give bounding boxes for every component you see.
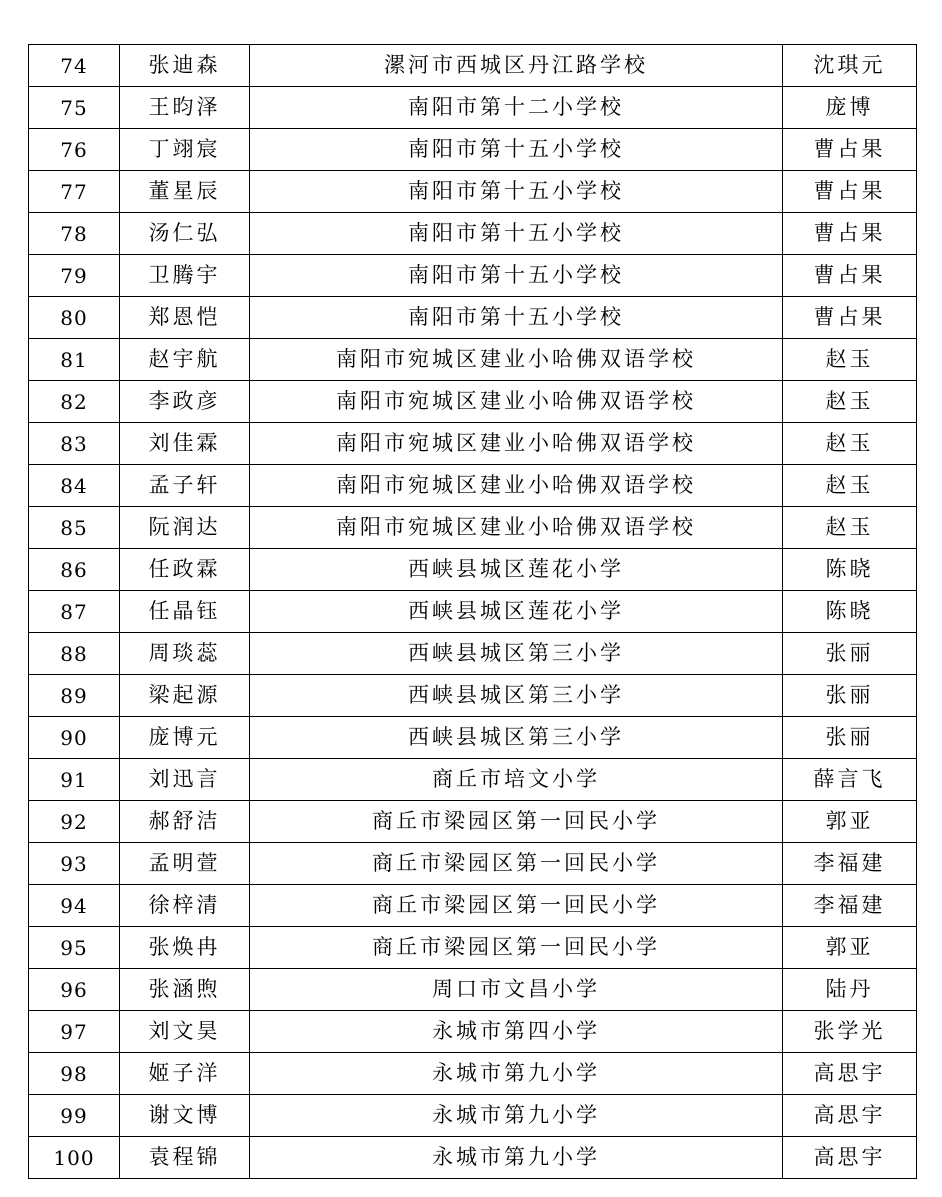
cell-student-name: 任晶钰 (120, 591, 250, 633)
cell-teacher: 曹占果 (783, 129, 917, 171)
cell-number: 74 (29, 45, 120, 87)
cell-teacher: 高思宇 (783, 1095, 917, 1137)
cell-number: 90 (29, 717, 120, 759)
cell-number: 100 (29, 1137, 120, 1179)
table-row (29, 45, 917, 87)
cell-student-name: 周琰蕊 (120, 633, 250, 675)
table-row (29, 885, 917, 927)
cell-student-name: 王昀泽 (120, 87, 250, 129)
cell-school: 西峡县城区莲花小学 (250, 549, 783, 591)
cell-school: 南阳市第十五小学校 (250, 129, 783, 171)
cell-number: 84 (29, 465, 120, 507)
cell-school: 南阳市第十五小学校 (250, 213, 783, 255)
cell-teacher: 张丽 (783, 675, 917, 717)
cell-number: 83 (29, 423, 120, 465)
table-row (29, 969, 917, 1011)
cell-student-name: 刘文昊 (120, 1011, 250, 1053)
table-row (29, 297, 917, 339)
cell-student-name: 刘迅言 (120, 759, 250, 801)
cell-number: 89 (29, 675, 120, 717)
cell-school: 商丘市梁园区第一回民小学 (250, 801, 783, 843)
table-row (29, 423, 917, 465)
cell-school: 西峡县城区莲花小学 (250, 591, 783, 633)
table-row (29, 591, 917, 633)
cell-school: 周口市文昌小学 (250, 969, 783, 1011)
award-table (28, 44, 917, 1179)
cell-school: 南阳市第十五小学校 (250, 171, 783, 213)
cell-teacher: 赵玉 (783, 339, 917, 381)
cell-number: 94 (29, 885, 120, 927)
cell-student-name: 郝舒洁 (120, 801, 250, 843)
cell-school: 永城市第四小学 (250, 1011, 783, 1053)
cell-number: 80 (29, 297, 120, 339)
cell-teacher: 曹占果 (783, 213, 917, 255)
table-row (29, 381, 917, 423)
table-body (29, 45, 917, 1179)
cell-school: 商丘市梁园区第一回民小学 (250, 843, 783, 885)
cell-teacher: 赵玉 (783, 465, 917, 507)
cell-number: 87 (29, 591, 120, 633)
cell-teacher: 赵玉 (783, 423, 917, 465)
cell-number: 97 (29, 1011, 120, 1053)
cell-student-name: 张涵煦 (120, 969, 250, 1011)
cell-student-name: 姬子洋 (120, 1053, 250, 1095)
cell-teacher: 张丽 (783, 633, 917, 675)
table-row (29, 213, 917, 255)
cell-teacher: 李福建 (783, 885, 917, 927)
cell-number: 92 (29, 801, 120, 843)
table-row (29, 339, 917, 381)
cell-student-name: 阮润达 (120, 507, 250, 549)
cell-school: 南阳市宛城区建业小哈佛双语学校 (250, 465, 783, 507)
cell-school: 漯河市西城区丹江路学校 (250, 45, 783, 87)
cell-number: 81 (29, 339, 120, 381)
cell-teacher: 郭亚 (783, 801, 917, 843)
table-row (29, 633, 917, 675)
cell-teacher: 沈琪元 (783, 45, 917, 87)
table-row (29, 1137, 917, 1179)
cell-number: 98 (29, 1053, 120, 1095)
cell-number: 85 (29, 507, 120, 549)
cell-teacher: 陈晓 (783, 549, 917, 591)
cell-teacher: 张学光 (783, 1011, 917, 1053)
cell-teacher: 高思宇 (783, 1053, 917, 1095)
table-row (29, 759, 917, 801)
table-row (29, 507, 917, 549)
cell-teacher: 李福建 (783, 843, 917, 885)
cell-number: 96 (29, 969, 120, 1011)
cell-teacher: 曹占果 (783, 171, 917, 213)
table-row (29, 675, 917, 717)
cell-number: 76 (29, 129, 120, 171)
cell-student-name: 谢文博 (120, 1095, 250, 1137)
cell-school: 南阳市宛城区建业小哈佛双语学校 (250, 339, 783, 381)
cell-student-name: 孟明萱 (120, 843, 250, 885)
cell-student-name: 郑恩恺 (120, 297, 250, 339)
cell-student-name: 张焕冉 (120, 927, 250, 969)
cell-school: 永城市第九小学 (250, 1137, 783, 1179)
cell-number: 93 (29, 843, 120, 885)
cell-school: 商丘市梁园区第一回民小学 (250, 927, 783, 969)
cell-student-name: 李政彦 (120, 381, 250, 423)
cell-number: 79 (29, 255, 120, 297)
cell-school: 永城市第九小学 (250, 1053, 783, 1095)
table-row (29, 927, 917, 969)
cell-student-name: 徐梓清 (120, 885, 250, 927)
cell-number: 99 (29, 1095, 120, 1137)
cell-student-name: 赵宇航 (120, 339, 250, 381)
cell-school: 南阳市第十二小学校 (250, 87, 783, 129)
cell-teacher: 高思宇 (783, 1137, 917, 1179)
cell-number: 95 (29, 927, 120, 969)
cell-number: 77 (29, 171, 120, 213)
cell-student-name: 袁程锦 (120, 1137, 250, 1179)
cell-teacher: 陆丹 (783, 969, 917, 1011)
cell-student-name: 丁翊宸 (120, 129, 250, 171)
cell-teacher: 曹占果 (783, 255, 917, 297)
cell-school: 永城市第九小学 (250, 1095, 783, 1137)
table-row (29, 1011, 917, 1053)
cell-teacher: 赵玉 (783, 381, 917, 423)
table-row (29, 1053, 917, 1095)
cell-teacher: 薛言飞 (783, 759, 917, 801)
cell-student-name: 孟子轩 (120, 465, 250, 507)
cell-school: 西峡县城区第三小学 (250, 675, 783, 717)
cell-school: 南阳市第十五小学校 (250, 297, 783, 339)
table-row (29, 717, 917, 759)
cell-number: 91 (29, 759, 120, 801)
cell-number: 88 (29, 633, 120, 675)
cell-student-name: 董星辰 (120, 171, 250, 213)
cell-school: 南阳市第十五小学校 (250, 255, 783, 297)
cell-teacher: 赵玉 (783, 507, 917, 549)
cell-teacher: 郭亚 (783, 927, 917, 969)
table-row (29, 171, 917, 213)
table-row (29, 129, 917, 171)
cell-student-name: 汤仁弘 (120, 213, 250, 255)
cell-school: 商丘市梁园区第一回民小学 (250, 885, 783, 927)
cell-student-name: 任政霖 (120, 549, 250, 591)
cell-student-name: 卫腾宇 (120, 255, 250, 297)
cell-school: 西峡县城区第三小学 (250, 633, 783, 675)
cell-number: 75 (29, 87, 120, 129)
cell-student-name: 梁起源 (120, 675, 250, 717)
cell-teacher: 张丽 (783, 717, 917, 759)
cell-number: 86 (29, 549, 120, 591)
cell-student-name: 张迪森 (120, 45, 250, 87)
table-row (29, 1095, 917, 1137)
cell-school: 南阳市宛城区建业小哈佛双语学校 (250, 381, 783, 423)
cell-school: 南阳市宛城区建业小哈佛双语学校 (250, 423, 783, 465)
cell-teacher: 庞博 (783, 87, 917, 129)
table-row (29, 843, 917, 885)
table-row (29, 801, 917, 843)
cell-student-name: 刘佳霖 (120, 423, 250, 465)
cell-school: 西峡县城区第三小学 (250, 717, 783, 759)
cell-teacher: 陈晓 (783, 591, 917, 633)
table-row (29, 549, 917, 591)
cell-number: 78 (29, 213, 120, 255)
cell-teacher: 曹占果 (783, 297, 917, 339)
table-row (29, 465, 917, 507)
table-row (29, 87, 917, 129)
cell-school: 商丘市培文小学 (250, 759, 783, 801)
cell-school: 南阳市宛城区建业小哈佛双语学校 (250, 507, 783, 549)
cell-student-name: 庞博元 (120, 717, 250, 759)
table-row (29, 255, 917, 297)
cell-number: 82 (29, 381, 120, 423)
